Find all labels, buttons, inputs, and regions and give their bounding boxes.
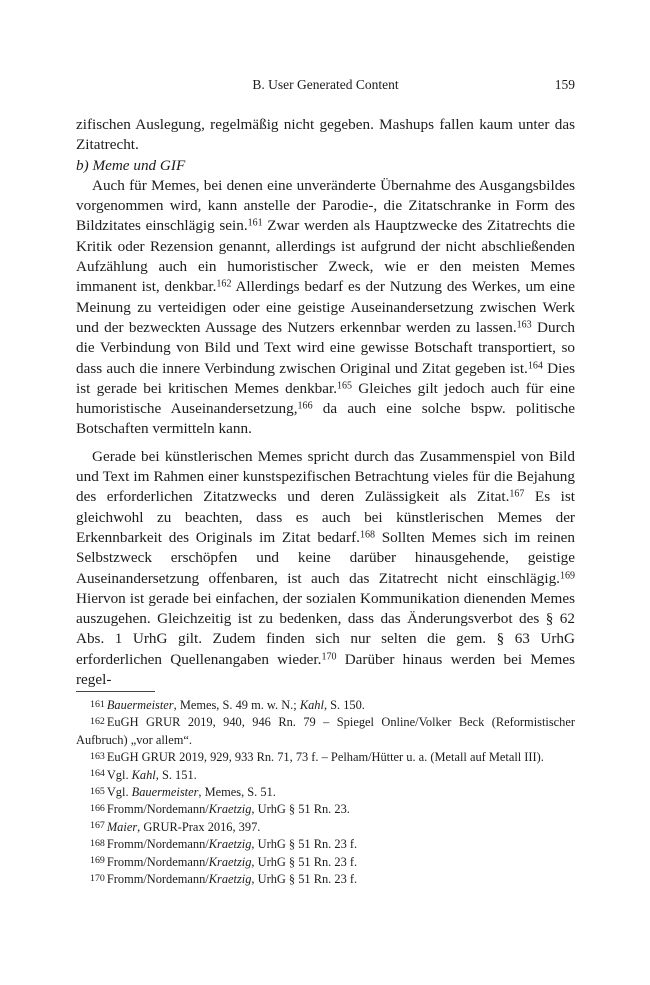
paragraph-continued: zifischen Auslegung, regelmäßig nicht gegeben. Mashups fallen kaum unter das Zitatrecht. bbox=[76, 116, 575, 154]
paragraph-1-text: Gleiches gilt jedoch auch für eine humoristische Auseinandersetzung, bbox=[76, 379, 575, 418]
footnote-text: , S. 151. bbox=[155, 767, 197, 782]
footnote-text: Vgl. bbox=[106, 785, 132, 800]
footnote-text: Fromm/Nordemann/ bbox=[106, 837, 209, 852]
footnote-number: 168 bbox=[90, 837, 105, 849]
footnote bbox=[76, 714, 575, 749]
footnote-separator bbox=[76, 691, 155, 692]
footnote-text: Fromm/Nordemann/ bbox=[106, 802, 209, 817]
footnote bbox=[76, 819, 575, 836]
footnote-text: , GRUR-Prax 2016, 397. bbox=[137, 819, 261, 834]
author-name: Maier bbox=[106, 819, 138, 834]
author-name: Kraetzig bbox=[208, 872, 252, 887]
paragraph-1-text: Durch die Verbindung von Bild und Text wird eine gewisse Botschaft transportiert, so dass auch die innere Verbindung zwischen Original und Zitat gegeben ist. bbox=[76, 318, 575, 377]
footnote-number: 163 bbox=[90, 750, 105, 762]
footnote-text: Fromm/Nordemann/ bbox=[106, 872, 209, 887]
paragraph-2-text: Hiervon ist gerade bei einfachen, der sozialen Kommunikation dienenden Memes auszugehen. Gleichzeitig ist zu bedenken, dass das Änderungsverbot des § 62 Abs. 1 UrhG gilt. Zudem finden sich nur selten die gem. § 63 UrhG erforderlichen Quellenangaben wieder. bbox=[76, 589, 575, 668]
footnote-text: Vgl. bbox=[106, 767, 132, 782]
footnote-ref[interactable]: 164 bbox=[527, 360, 543, 372]
author-name: Kraetzig bbox=[208, 802, 252, 817]
footnote-number: 165 bbox=[90, 785, 105, 797]
running-title: B. User Generated Content bbox=[252, 77, 399, 92]
author-name: Kahl bbox=[299, 698, 324, 712]
footnote bbox=[76, 836, 575, 853]
footnote-number: 167 bbox=[90, 820, 105, 832]
footnote-text: Fromm/Nordemann/ bbox=[106, 854, 209, 869]
footnote bbox=[76, 749, 575, 766]
footnote-text: , Memes, S. 49 m. w. N.; bbox=[173, 698, 300, 712]
author-name: Kraetzig bbox=[208, 837, 252, 852]
footnote bbox=[76, 784, 575, 801]
footnote-number: 170 bbox=[90, 872, 105, 884]
footnote-text: , UrhG § 51 Rn. 23 f. bbox=[251, 854, 358, 869]
paragraph-1-text: Zwar werden als Hauptzwecke des Zitatrechts die Kritik oder Rezension genannt, allerdings ist aufgrund der nicht abschließenden Aufzählung auch ein humoristischer Zweck, wie er den meisten Memes immanent ist, denkbar. bbox=[76, 217, 575, 296]
paragraph-2-text: Es ist gleichwohl zu beachten, dass es auch bei künstlerischen Memes der Erkennbarkeit des Originals im Zitat bedarf. bbox=[76, 488, 575, 546]
paragraph-2 bbox=[76, 447, 575, 691]
footnote-number: 162 bbox=[90, 715, 105, 727]
paragraph-spacer bbox=[76, 440, 575, 447]
footnote-text: , UrhG § 51 Rn. 23 f. bbox=[251, 872, 358, 887]
footnote bbox=[76, 697, 575, 714]
footnote-ref[interactable]: 168 bbox=[359, 529, 375, 541]
footnote bbox=[76, 871, 575, 888]
author-name: Kraetzig bbox=[208, 854, 252, 869]
footnotes bbox=[76, 697, 575, 888]
paragraph-1-text: da auch eine solche bspw. politische Botschaften vermitteln kann. bbox=[76, 400, 575, 438]
footnote-text: , Memes, S. 51. bbox=[198, 785, 276, 800]
footnote-ref[interactable]: 170 bbox=[321, 651, 337, 663]
author-name: Bauermeister bbox=[131, 785, 199, 800]
footnote-text: , UrhG § 51 Rn. 23 f. bbox=[251, 837, 358, 852]
footnote-ref[interactable]: 163 bbox=[516, 319, 532, 331]
footnote-number: 161 bbox=[90, 698, 105, 710]
running-header bbox=[76, 76, 575, 94]
paragraph-1-text: Allerdings bedarf es der Nutzung des Werkes, um eine Meinung zu verteidigen oder eine geistige Auseinandersetzung zwischen Werk und der bezweckten Aussage des Nutzers erkennbar werden zu lassen. bbox=[76, 278, 575, 336]
footnote-text: EuGH GRUR 2019, 940, 946 Rn. 79 – Spiegel Online/Volker Beck (Reformistischer Aufbruch) „vor allem“. bbox=[76, 715, 575, 747]
footnote-ref[interactable]: 169 bbox=[559, 570, 575, 582]
section-heading: b) Meme und GIF bbox=[76, 156, 186, 174]
paragraph-1 bbox=[76, 176, 575, 440]
footnote-ref[interactable]: 167 bbox=[509, 488, 525, 500]
footnote-ref[interactable]: 165 bbox=[337, 380, 353, 392]
footnote-ref[interactable]: 161 bbox=[247, 217, 263, 229]
paragraph-1-text: Auch für Memes, bei denen eine unveränderte Übernahme des Ausgangsbildes vorgenommen wird, kann anstelle der Parodie-, die Zitatschranke in Form des Bildzitates einschlägig sein. bbox=[76, 176, 575, 235]
paragraph-2-text: Darüber hinaus werden bei Memes regel- bbox=[76, 650, 575, 689]
paragraph-2-text: Gerade bei künstlerischen Memes spricht durch das Zusammenspiel von Bild und Text im Rahmen einer kunstspezifischen Betrachtung vieles für die Bejahung des erforderlichen Zitatzwecks und deren Zulässigkeit als Zitat. bbox=[76, 447, 575, 506]
footnote-text: , S. 150. bbox=[323, 698, 365, 712]
footnote-number: 166 bbox=[90, 802, 105, 814]
page-number: 159 bbox=[554, 77, 575, 92]
footnote bbox=[76, 854, 575, 871]
footnote bbox=[76, 801, 575, 818]
paragraph-1-text: Dies ist gerade bei kritischen Memes denkbar. bbox=[76, 359, 575, 397]
footnote-number: 169 bbox=[90, 855, 105, 867]
paragraph-2-text: Sollten Memes sich im reinen Selbstzweck erschöpfen und keine darüber hinausgehende, geistige Auseinandersetzung offenbaren, ist auch das Zitatrecht nicht einschlägig. bbox=[76, 528, 575, 587]
footnote-text: , UrhG § 51 Rn. 23. bbox=[251, 802, 350, 817]
footnote-ref[interactable]: 162 bbox=[216, 278, 232, 290]
footnote-ref[interactable]: 166 bbox=[297, 400, 313, 412]
footnote bbox=[76, 767, 575, 784]
main-text bbox=[76, 115, 575, 690]
author-name: Bauermeister bbox=[106, 698, 174, 712]
footnote-number: 164 bbox=[90, 768, 105, 780]
footnote-text: EuGH GRUR 2019, 929, 933 Rn. 71, 73 f. – Pelham/Hütter u. a. (Metall auf Metall III). bbox=[106, 750, 544, 765]
author-name: Kahl bbox=[131, 767, 156, 782]
